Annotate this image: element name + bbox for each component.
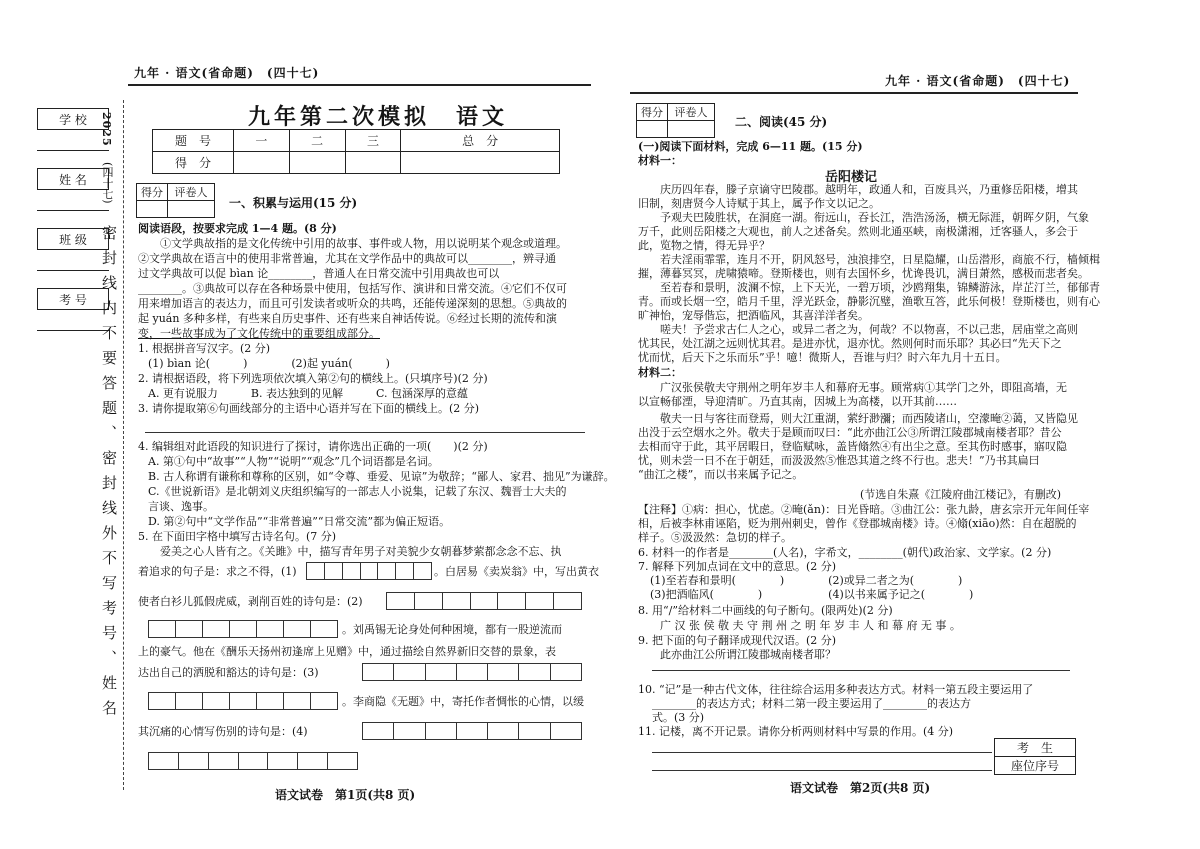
question-5-text: 。刘禹锡无论身处何种困境，都有一股逆流而 [342,623,562,636]
material-2-line: 敬夫一日与客往而登焉，则大江重湖，萦纡渺瀰；而西陵诸山，空濛晻②蔼，又皆隐见 [638,412,1078,425]
school-label: 学 校 [37,108,109,130]
score-cell[interactable] [234,152,290,174]
material-1-line: 此，览物之情，得无异乎？ [638,239,770,252]
passage-line: 变，一些故事成为了文化传统中的重要组成部分。 [138,327,380,340]
answer-line-q9[interactable] [652,670,1070,671]
answer-line-q3[interactable] [145,432,585,433]
exam-title: 九年第二次模拟 语文 [248,104,509,130]
question-6[interactable]: 6. 材料一的作者是________(人名)，字希文，________(朝代)政治家、文学家。(2 分) [638,546,1052,559]
score-table-header: 总 分 [401,130,560,152]
question-4-option: A. 第①句中“故事”“人物”“说明”“观念”几个词语都是名词。 [148,455,439,468]
grader-box-1 [136,183,215,218]
material-1-line: 至若春和景明，波澜不惊，上下天光，一碧万顷，沙鸥翔集，锦鳞游泳，岸芷汀兰，郁郁青 [638,281,1100,294]
material-1-line: 忧其民，处江湖之远则忧其君。是进亦忧，退亦忧。然则何时而乐耶？其必曰“先天下之 [638,337,1062,350]
section1-title: 一、积累与运用(15 分) [229,196,358,210]
score-cell[interactable] [345,152,401,174]
annotation-line: 相，后被李林甫诬陷，贬为荆州刺史，曾作《登郡城南楼》诗。④翛(xiāo)然：自在超脱的 [638,517,1077,530]
writing-grid-q5-4a[interactable] [362,722,582,740]
score-cell[interactable] [401,152,560,174]
question-4: 4. 编辑组对此语段的知识进行了探讨，请你选出正确的一项( )(2 分) [138,440,488,453]
question-7-items[interactable]: (3)把酒临风( ) (4)以书来属予记之( ) [650,588,974,601]
material-1-line: 万千，此则岳阳楼之大观也，前人之述备矣。然则北通巫峡，南极潇湘，迁客骚人，多会于 [638,225,1078,238]
seat-label: 考 生 [995,739,1076,757]
passage-line: ①文学典故指的是文化传统中引用的故事、事件或人物，用以说明某个观念或道理。 [138,237,567,250]
score-table-header: 二 [289,130,345,152]
score-cell[interactable] [289,152,345,174]
question-5-text: 爱美之心人皆有之。《关雎》中，描写青年男子对美貌少女朝暮梦萦都念念不忘、执 [138,545,562,558]
question-11: 11. 记楼，离不开记景。请你分析两则材料中写景的作用。(4 分) [638,725,954,738]
header-rule-left [128,84,591,86]
answer-line-q11[interactable] [652,770,992,771]
binding-code: (四十七) [101,162,114,204]
grader-cell[interactable] [168,201,215,218]
question-10: 式。(3 分) [652,711,705,724]
question-5: 5. 在下面田字格中填写古诗名句。(7 分) [138,530,337,543]
writing-grid-q5-4b[interactable] [148,752,358,770]
grader-score-cell[interactable] [137,201,168,218]
material-2-line: 广汉张侯敬夫守荆州之明年岁丰人和幕府无事。顾常病①其学门之外，即阻高墙，无 [638,381,1067,394]
question-5-text: 。白居易《卖炭翁》中，写出黄衣 [434,565,599,578]
question-5-text: 着追求的句子是：求之不得，(1) [138,565,297,578]
section2-title: 二、阅读(45 分) [735,115,828,129]
score-table [152,129,560,174]
question-4-option: D. 第②句中“文学作品”“非常普遍”“日常交流”都为偏正短语。 [148,515,451,528]
exam-no-label: 考 号 [37,288,109,310]
question-7: 7. 解释下列加点词在文中的意思。(2 分) [638,560,837,573]
reading-intro: 阅读语段，按要求完成 1—4 题。(8 分) [138,222,337,235]
question-10[interactable]: ________的表达方式；材料二第一段主要运用了________的表达方 [652,697,971,710]
material-2-line: 去相而守于此，其平居暇日，登临赋咏，盖皆翛然④有出尘之意。至其伤时感事，寤叹隐 [638,440,1067,453]
passage-line: 用来增加语言的表达力，而且可引发读者或听众的共鸣，还能传递深刻的思想。⑤典故的 [138,297,567,310]
name-field[interactable] [37,210,109,211]
material-2-line: “曲江之楼”，而以书来属予记之。 [638,468,804,481]
answer-line-q11[interactable] [652,752,992,753]
binding-year: 2025 [100,112,113,147]
name-label: 姓 名 [37,168,109,190]
question-5-text: 其沉痛的心情写伤别的诗句是：(4) [138,725,308,738]
score-table-label: 得 分 [153,152,234,174]
page2-header: 九年 · 语文(省命题) (四十七) [885,74,1071,88]
material-2-label: 材料二： [638,366,682,379]
school-field[interactable] [37,150,109,151]
question-1: 1. 根据拼音写汉字。(2 分) [138,342,271,355]
question-5-text: 。李商隐《无题》中，寄托作者惆怅的心情，以缓 [342,695,584,708]
question-9: 9. 把下面的句子翻译成现代汉语。(2 分) [638,634,837,647]
material-2-line: 忧，则未尝一日不在于朝廷，而汲汲然⑤惟恐其道之终不行也。悲夫！”乃书其扁曰 [638,454,1040,467]
material-1-label: 材料一： [638,154,682,167]
question-5-text: 上的豪气。他在《酬乐天扬州初逢席上见赠》中，通过描绘自然界新旧交替的景象，表 [138,645,556,658]
question-1-items[interactable]: (1) bìan 论( ) (2)起 yuán( ) [148,357,390,370]
annotation-line: 【注释】①病：担心，忧虑。②晻(ǎn)：日光昏暗。③曲江公：张九龄，唐玄宗开元年间任宰 [638,503,1090,516]
question-5-text: 使者白衫儿狐假虎威，剥削百姓的诗句是：(2) [138,595,363,608]
page1-header: 九年 · 语文(省命题) (四十七) [134,66,320,80]
writing-grid-q5-2a[interactable] [386,592,582,610]
grader-score-cell[interactable] [637,121,668,138]
material-1-line: 忧而忧，后天下之乐而乐”乎！噫！微斯人，吾谁与归？时六年九月十五日。 [638,351,1007,364]
material-1-line: 庆历四年春，滕子京谪守巴陵郡。越明年，政通人和，百废具兴，乃重修岳阳楼，增其 [638,183,1078,196]
material-1-line: 旷神怡，宠辱偕忘，把酒临风，其喜洋洋者矣。 [638,309,869,322]
question-8-sentence[interactable]: 广 汉 张 侯 敬 夫 守 荆 州 之 明 年 岁 丰 人 和 幕 府 无 事 。 [660,619,961,632]
passage-line: 起 yuán 多种多样，有些来自历史事件、还有些来自神话传说。⑥经过长期的流传和演 [138,312,557,325]
score-table-header: 题 号 [153,130,234,152]
seat-number-label[interactable]: 座位序号 [995,757,1076,775]
writing-grid-q5-3b[interactable] [148,692,338,710]
question-2-options: A. 更有说服力 B. 表达独到的见解 C. 包涵深厚的意蕴 [148,387,469,400]
material-1-line: 予观夫巴陵胜状，在洞庭一湖。衔远山，吞长江，浩浩汤汤，横无际涯，朝晖夕阴，气象 [638,211,1089,224]
passage-line: ________。③典故可以存在各种场景中使用，包括写作、演讲和日常交流。④它们不仅可 [138,282,567,295]
grader-label: 评卷人 [168,184,215,201]
material-1-line: 若夫淫雨霏霏，连月不开，阴风怒号，浊浪排空，日星隐耀，山岳潜形，商旅不行，樯倾楫 [638,253,1100,266]
seal-warning-text: 密封线内不要答题、密封线外不写考号、姓名 [100,225,118,725]
annotation-line: 样子。⑤汲汲然：急切的样子。 [638,531,792,544]
material-1-line: 摧，薄暮冥冥，虎啸猿啼。登斯楼也，则有去国怀乡，忧谗畏讥，满目萧然，感极而悲者矣。 [638,267,1089,280]
material-1-line: 旧制，刻唐贤今人诗赋于其上，属予作文以记之。 [638,197,880,210]
question-2: 2. 请根据语段，将下列选项依次填入第②句的横线上。(只填序号)(2 分) [138,372,488,385]
question-7-items[interactable]: (1)至若春和景明( ) (2)或异二者之为( ) [650,574,963,587]
header-rule-right [630,92,1078,94]
grader-box-2 [636,103,715,138]
question-10: 10. “记”是一种古代文体，往往综合运用多种表达方式。材料一第五段主要运用了 [638,683,1034,696]
grader-score-label: 得分 [137,184,168,201]
grader-score-label: 得分 [637,104,668,121]
question-8: 8. 用“/”给材料二中画线的句子断句。(限两处)(2 分) [638,604,893,617]
question-4-option: B. 古人称谓有谦称和尊称的区别，如“令尊、垂爱、见谅”为敬辞；“鄙人、家君、拙见”为谦辞。 [148,470,615,483]
material-2-line: 以宣畅郁湮，导迎清旷。乃直其南，因城上为高楼，以开其前…… [638,395,957,408]
class-label: 班 级 [37,228,109,250]
question-4-option: C.《世说新语》是北朝刘义庆组织编写的一部志人小说集，记载了东汉、魏晋士大夫的 [148,485,567,498]
material-1-title: 岳阳楼记 [825,170,878,185]
score-table-header: 一 [234,130,290,152]
score-table-header: 三 [345,130,401,152]
material-2-line: 出没于云空烟水之外。敬夫于是顾而叹曰：“此亦曲江公③所谓江陵郡城南楼者耶？昔公 [638,426,1062,439]
seal-line [123,100,124,790]
question-9-sentence: 此亦曲江公所谓江陵郡城南楼者耶？ [660,648,836,661]
question-5-text: 达出自己的洒脱和豁达的诗句是：(3) [138,666,319,679]
passage-line: ②文学典故在语言中的使用非常普遍，尤其在文学作品中的典故可以________，辨寻通 [138,252,556,265]
passage-line: 过文学典故可以促 bìan 论________，普通人在日常交流中引用典故也可以 [138,267,500,280]
material-1-line: 青。而或长烟一空，皓月千里，浮光跃金，静影沉璧，渔歌互答，此乐何极！登斯楼也，则有心 [638,295,1100,308]
writing-grid-q5-3a[interactable] [362,663,582,681]
grader-cell[interactable] [668,121,715,138]
page2-footer: 语文试卷 第2页(共8 页) [790,781,931,795]
grader-label: 评卷人 [668,104,715,121]
seat-number-box [994,738,1076,775]
question-4-option: 言谈、逸事。 [148,500,214,513]
page1-footer: 语文试卷 第1页(共8 页) [275,788,416,802]
writing-grid-q5-1[interactable] [306,562,432,580]
reading-part-1: (一)阅读下面材料，完成 6—11 题。(15 分) [638,140,863,153]
material-1-line: 嗟夫！予尝求古仁人之心，或异二者之为，何哉？不以物喜，不以己悲，居庙堂之高则 [638,323,1078,336]
question-3: 3. 请你提取第⑥句画线部分的主语中心语并写在下面的横线上。(2 分) [138,402,480,415]
writing-grid-q5-2b[interactable] [148,620,338,638]
material-2-source: (节选自朱熹《江陵府曲江楼记》，有删改) [860,488,1062,501]
